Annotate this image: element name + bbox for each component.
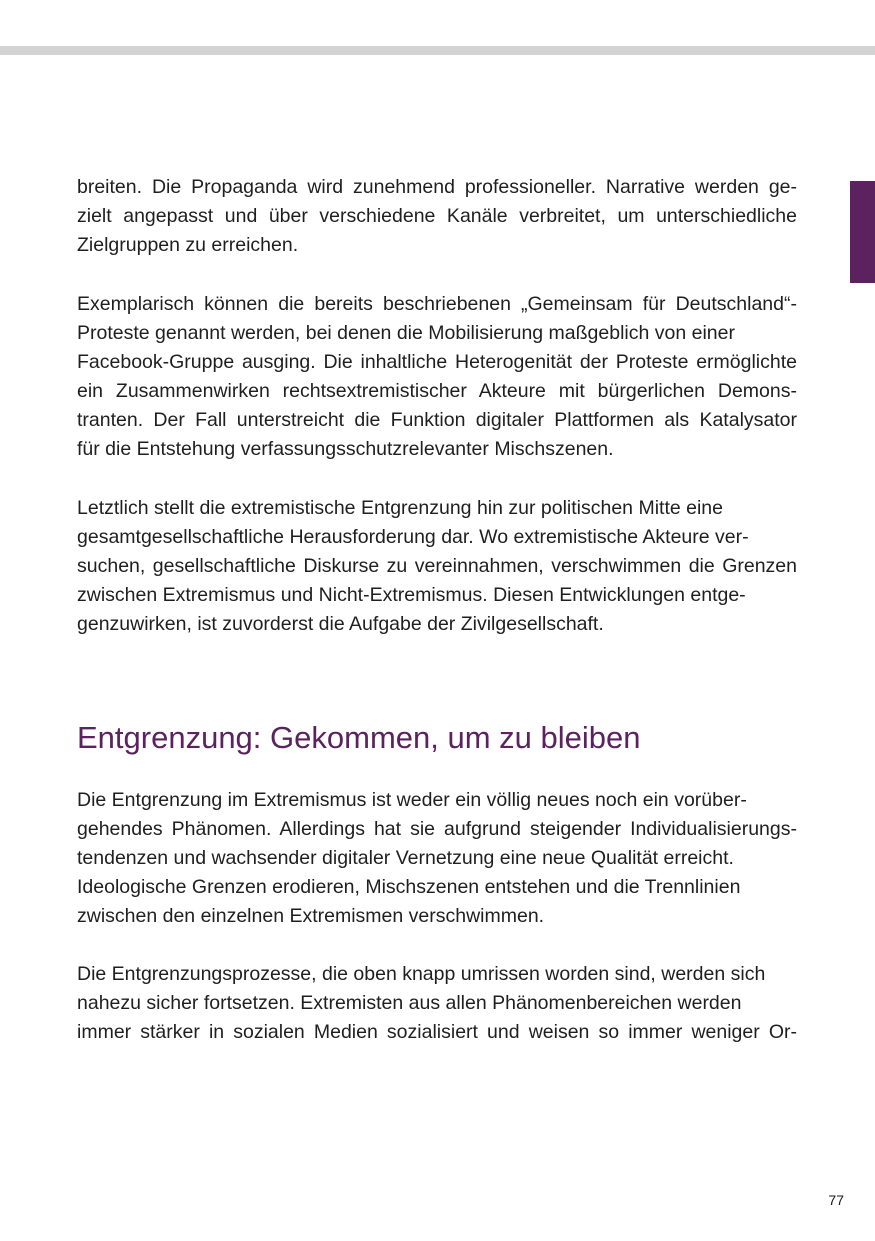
paragraph-2: [77, 290, 797, 465]
section-paragraph-1: [77, 786, 797, 931]
section-heading: Entgrenzung: Gekommen, um zu bleiben: [77, 720, 641, 755]
text-line: Proteste genannt werden, bei denen die Mobilisierung maßgeblich von einer: [77, 322, 735, 345]
chapter-tab-marker: [850, 181, 875, 283]
text-line: Letztlich stellt die extremistische Entgrenzung hin zur politischen Mitte eine: [77, 497, 723, 519]
text-line: breiten. Die Propaganda wird zunehmend professioneller. Narrative werden ge-: [77, 176, 797, 198]
text-line: zwischen den einzelnen Extremismen verschwimmen.: [77, 905, 545, 928]
text-line: für die Entstehung verfassungsschutzrelevanter Mischszenen.: [77, 438, 614, 461]
text-line: Facebook-Gruppe ausging. Die inhaltliche Heterogenität der Proteste ermöglichte: [77, 351, 797, 374]
text-line: zwischen Extremismus und Nicht-Extremismus. Diesen Entwicklungen entge-: [77, 584, 746, 607]
text-line: Exemplarisch können die bereits beschriebenen „Gemeinsam für Deutschland“-: [77, 293, 797, 315]
text-line: Die Entgrenzung im Extremismus ist weder ein völlig neues noch ein vorüber-: [77, 789, 747, 811]
text-line: ein Zusammenwirken rechtsextremistischer Akteure mit bürgerlichen Demons-: [77, 380, 797, 403]
text-line: suchen, gesellschaftliche Diskurse zu vereinnahmen, verschwimmen die Grenzen: [77, 555, 797, 578]
header-rule: [0, 46, 875, 55]
text-line: Die Entgrenzungsprozesse, die oben knapp umrissen worden sind, werden sich: [77, 963, 766, 985]
text-line: Zielgruppen zu erreichen.: [77, 234, 299, 257]
text-line: gesamtgesellschaftliche Herausforderung dar. Wo extremistische Akteure ver-: [77, 526, 749, 549]
paragraph-1: [77, 173, 797, 260]
section-paragraph-2: [77, 960, 797, 1047]
text-line: tendenzen und wachsender digitaler Vernetzung eine neue Qualität erreicht.: [77, 847, 734, 870]
text-line: immer stärker in sozialen Medien sozialisiert und weisen so immer weniger Or-: [77, 1021, 797, 1044]
text-line: gehendes Phänomen. Allerdings hat sie aufgrund steigender Individualisierungs-: [77, 818, 797, 841]
text-line: nahezu sicher fortsetzen. Extremisten aus allen Phänomenbereichen werden: [77, 992, 742, 1015]
paragraph-3: [77, 494, 797, 639]
text-line: Ideologische Grenzen erodieren, Mischszenen entstehen und die Trennlinien: [77, 876, 741, 899]
page-number: 77: [828, 1192, 844, 1208]
text-line: genzuwirken, ist zuvorderst die Aufgabe der Zivilgesellschaft.: [77, 613, 604, 636]
text-line: tranten. Der Fall unterstreicht die Funktion digitaler Plattformen als Katalysator: [77, 409, 797, 432]
text-line: zielt angepasst und über verschiedene Kanäle verbreitet, um unterschiedliche: [77, 205, 797, 228]
